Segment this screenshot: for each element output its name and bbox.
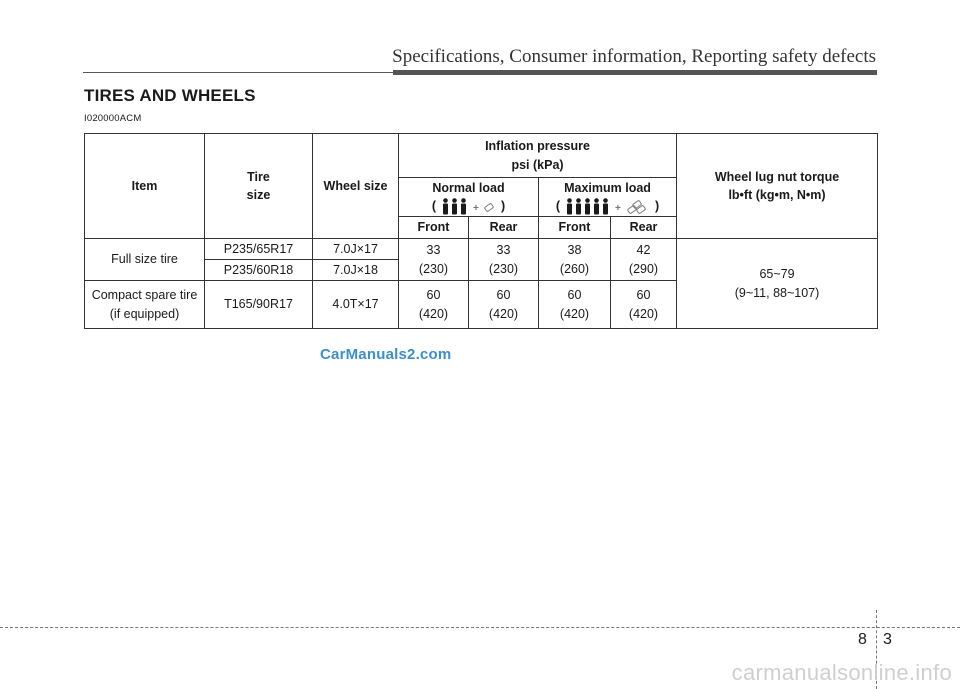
row2-tire-size: P235/60R18 <box>205 260 313 281</box>
header-max-front: Front <box>539 217 611 239</box>
header-normal-load <box>399 178 539 217</box>
compact-label-line2: (if equipped) <box>109 306 180 321</box>
psi-value: 33 <box>496 243 511 258</box>
kpa-value: (230) <box>488 261 519 276</box>
plus-sign: + <box>614 203 621 215</box>
normal-load-label: Normal load <box>432 180 505 195</box>
tires-wheels-table <box>84 133 878 329</box>
person-icon <box>442 198 496 215</box>
header-torque-line1: Wheel lug nut torque <box>714 169 840 184</box>
kpa-value: (290) <box>628 261 659 276</box>
site-watermark: carmanualsonline.info <box>731 660 952 685</box>
occupants-5-icon <box>566 197 650 215</box>
spare-max-rear <box>611 281 677 329</box>
row3-wheel-size: 4.0T×17 <box>313 281 399 329</box>
header-wheel-size: Wheel size <box>313 134 399 239</box>
psi-value: 60 <box>496 288 511 303</box>
kpa-value: (260) <box>559 261 590 276</box>
normal-load-icons <box>399 197 538 216</box>
luggage-heavy-icon <box>627 201 645 215</box>
paren-open: ( <box>431 198 437 213</box>
person-icon <box>566 198 650 215</box>
plus-sign: + <box>472 203 479 215</box>
header-inflation-line1: Inflation pressure <box>485 139 590 154</box>
header-lug-nut-torque <box>677 134 878 239</box>
occupants-3-icon <box>442 197 496 215</box>
header-inflation-line2: psi (kPa) <box>511 157 564 172</box>
row-compact-spare-label <box>85 281 205 329</box>
maximum-load-label: Maximum load <box>564 180 651 195</box>
full-normal-rear <box>469 239 539 281</box>
kpa-value: (230) <box>418 261 449 276</box>
header-rule-thick <box>393 70 877 75</box>
header-torque-line2: lb•ft (kg•m, N•m) <box>728 188 826 202</box>
psi-value: 60 <box>426 288 441 303</box>
paren-open: ( <box>555 198 561 213</box>
header-normal-rear: Rear <box>469 217 539 239</box>
psi-value: 42 <box>636 243 651 258</box>
kpa-value: (420) <box>418 306 449 321</box>
footer-rule <box>0 627 960 628</box>
section-title: TIRES AND WHEELS <box>84 86 256 105</box>
row3-tire-size: T165/90R17 <box>205 281 313 329</box>
page-number: 3 <box>883 631 892 648</box>
spare-normal-rear <box>469 281 539 329</box>
psi-value: 60 <box>636 288 651 303</box>
spare-max-front <box>539 281 611 329</box>
row1-tire-size: P235/65R17 <box>205 239 313 260</box>
chapter-number: 8 <box>858 631 867 648</box>
header-tire-line1: Tire <box>247 169 270 184</box>
maximum-load-icons <box>539 197 676 216</box>
kpa-value: (420) <box>488 306 519 321</box>
luggage-light-icon <box>484 204 493 213</box>
full-max-rear <box>611 239 677 281</box>
spare-normal-front <box>399 281 469 329</box>
section-code: I020000ACM <box>84 113 142 124</box>
header-max-rear: Rear <box>611 217 677 239</box>
full-max-front <box>539 239 611 281</box>
psi-value: 60 <box>567 288 582 303</box>
header-tire-line2: size <box>246 188 271 202</box>
torque-value <box>677 239 878 329</box>
paren-close: ) <box>654 198 660 213</box>
row2-wheel-size: 7.0J×18 <box>313 260 399 281</box>
row-full-size-label: Full size tire <box>85 239 205 281</box>
header-inflation-pressure <box>399 134 677 178</box>
header-rule-thin <box>83 72 393 73</box>
header-maximum-load <box>539 178 677 217</box>
paren-close: ) <box>500 198 506 213</box>
psi-value: 38 <box>567 243 582 258</box>
kpa-value: (420) <box>628 306 659 321</box>
header-normal-front: Front <box>399 217 469 239</box>
kpa-value: (420) <box>559 306 590 321</box>
torque-kgm-nm: (9~11, 88~107) <box>734 285 820 300</box>
carmanuals-watermark: CarManuals2.com <box>320 346 452 363</box>
page-header-title: Specifications, Consumer information, Reporting safety defects <box>392 46 876 67</box>
psi-value: 33 <box>426 243 441 258</box>
row1-wheel-size: 7.0J×17 <box>313 239 399 260</box>
header-tire-size <box>205 134 313 239</box>
header-item: Item <box>85 134 205 239</box>
full-normal-front <box>399 239 469 281</box>
compact-label-line1: Compact spare tire <box>91 288 198 303</box>
torque-lbft: 65~79 <box>759 267 795 282</box>
